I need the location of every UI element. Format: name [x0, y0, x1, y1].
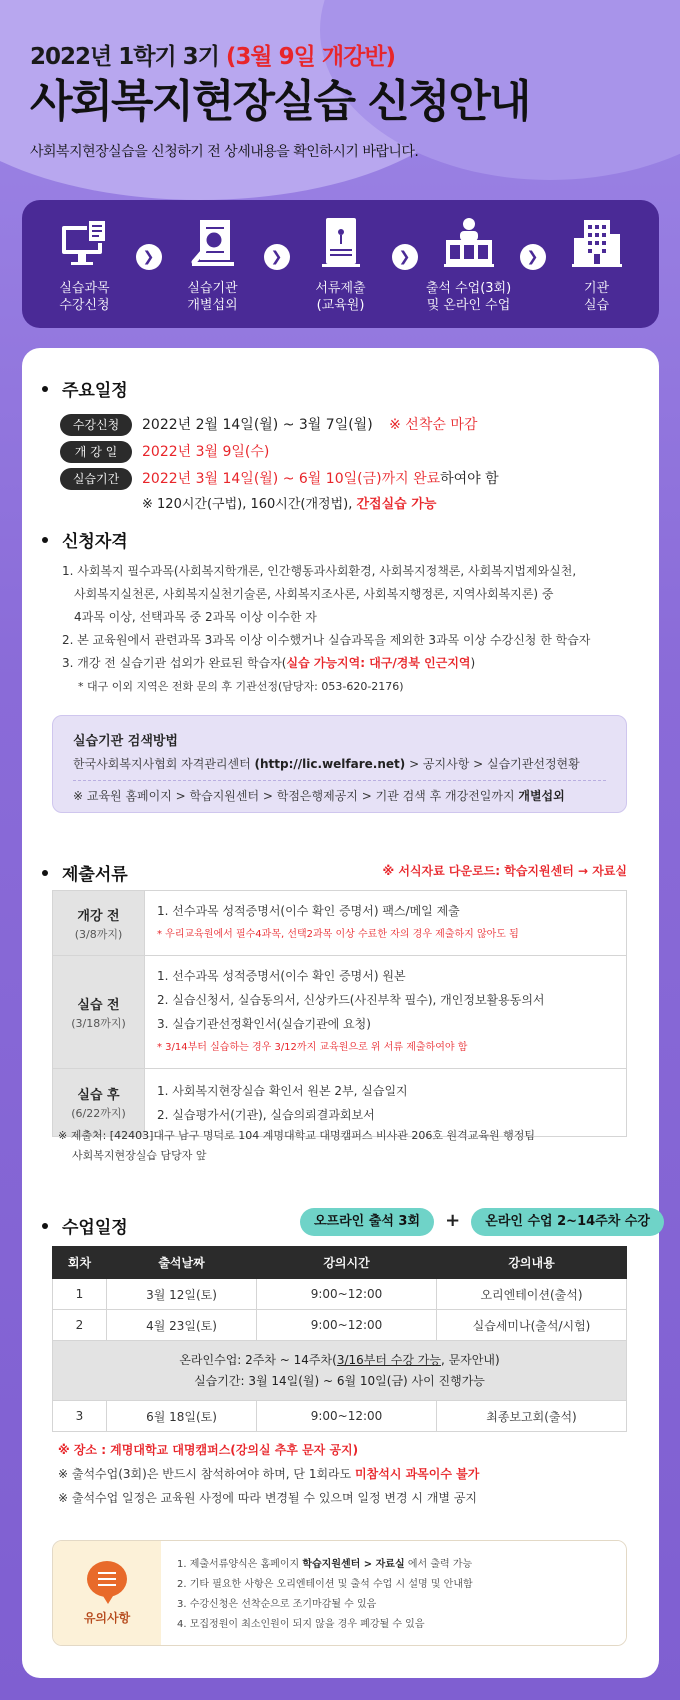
column-header: 강의내용 [437, 1247, 627, 1279]
schedule-pill: 수강신청 [60, 414, 132, 436]
process-steps [22, 200, 659, 328]
stage-cell: 개강 전 (3/8까지) [53, 891, 145, 956]
location-note: ※ 장소 : 계명대학교 대명캠퍼스(강의실 추후 문자 공지) [58, 1443, 359, 1457]
column-header: 출석날짜 [107, 1247, 257, 1279]
documents-table [52, 890, 627, 1137]
bullet-icon [42, 1223, 48, 1229]
online-tag: 온라인 수업 2~14주차 수강 [471, 1208, 664, 1236]
table-row: 2 4월 23일(토) 9:00~12:00 실습세미나(출석/시험) [53, 1310, 627, 1341]
schedule-row-start: 개 강 일 2022년 3월 9일(수) [60, 441, 269, 463]
list-item: 4. 모집정원이 최소인원이 되지 않을 경우 폐강될 수 있음 [177, 1619, 425, 1630]
docs-cell: 1. 선수과목 성적증명서(이수 확인 증명서) 원본 2. 실습신청서, 실습동의서, 신상카드(사진부착 필수), 개인정보활용동의서 3. 실습기관선정확인서(실습기관에 요청) * 3/14부터 실습하는 경우 3/12까지 교육원으로 위 서류 제출하여야 함 [145, 956, 627, 1069]
docs-cell: 1. 사회복지현장실습 확인서 원본 2부, 실습일지 2. 실습평가서(기관), 실습의뢰결과회보서 [145, 1069, 627, 1137]
magnifier-document-icon [184, 214, 242, 272]
list-item: 1. 사회복지 필수과목(사회복지학개론, 인간행동과사회환경, 사회복지정책론, 사회복지법제와실천, [62, 564, 577, 578]
list-item: 2. 기타 필요한 사항은 오리엔테이션 및 출석 수업 시 설명 및 안내함 [177, 1579, 473, 1590]
table-row: 3 6월 18일(토) 9:00~12:00 최종보고회(출석) [53, 1401, 627, 1432]
schedule-pill: 개 강 일 [60, 441, 132, 463]
column-header: 강의시간 [257, 1247, 437, 1279]
table-row [53, 956, 627, 1069]
step-contact [167, 214, 259, 314]
table-row [53, 891, 627, 956]
submission-address: ※ 제출처: [42403]대구 남구 명덕로 104 계명대학교 대명캠퍼스 비사관 206호 원격교육원 행정팀 사회복지현장실습 담당자 앞 [58, 1129, 535, 1162]
chevron-right-icon: ❯ [136, 244, 162, 270]
caution-box [52, 1540, 627, 1646]
step-enroll [39, 214, 131, 314]
lecturer-icon [440, 214, 498, 272]
welfare-link[interactable]: (http://lic.welfare.net) [254, 757, 406, 771]
docs-cell: 1. 선수과목 성적증명서(이수 확인 증명서) 팩스/메일 제출 * 우리교육원에서 필수4과목, 선택2과목 이상 수료한 자의 경우 제출하지 않아도 됨 [145, 891, 627, 956]
class-schedule-table [52, 1246, 627, 1432]
table-row-online: 온라인수업: 2주차 ~ 14주차(3/16부터 수강 가능, 문자안내) 실습기간: 3월 14일(월) ~ 6월 10일(금) 사이 진행가능 [53, 1341, 627, 1401]
step-attend [423, 214, 515, 314]
class-notes [58, 1438, 479, 1510]
step-practice [551, 214, 643, 314]
step-label: 기관 실습 [583, 281, 610, 313]
speech-bubble-icon [87, 1561, 127, 1597]
page-title: 사회복지현장실습 신청안내 [30, 76, 530, 127]
search-method-line: 한국사회복지사협회 자격관리센터 (http://lic.welfare.net) > 공지사항 > 실습기관선정현황 [73, 757, 580, 771]
classes-section-title: 수업일정 [42, 1213, 128, 1238]
computer-icon [56, 214, 114, 272]
stage-cell: 실습 전 (3/18까지) [53, 956, 145, 1069]
page-description: 사회복지현장실습을 신청하기 전 상세내용을 확인하시기 바랍니다. [30, 144, 419, 160]
schedule-section-title: 주요일정 [42, 376, 128, 401]
bullet-icon [42, 537, 48, 543]
page-subtitle: 2022년 1학기 3기 (3월 9일 개강반) [30, 44, 396, 70]
list-item: 3. 수강신청은 선착순으로 조기마감될 수 있음 [177, 1599, 377, 1610]
step-submit [295, 214, 387, 314]
building-icon [568, 214, 626, 272]
list-item: * 대구 이외 지역은 전화 문의 후 기관선정(담당자: 053-620-2176) [78, 680, 404, 693]
envelope-document-icon [312, 214, 370, 272]
schedule-sub-note: ※ 120시간(구법), 160시간(개정법), 간접실습 가능 [142, 497, 437, 512]
list-item: 사회복지실천론, 사회복지실천기술론, 사회복지조사론, 사회복지행정론, 지역사회복지론) 중 [74, 587, 554, 601]
search-method-box [52, 715, 627, 813]
list-item: 4과목 이상, 선택과목 중 2과목 이상 이수한 자 [74, 610, 317, 624]
class-type-tags: 오프라인 출석 3회 + 온라인 수업 2~14주차 수강 [300, 1208, 627, 1236]
chevron-right-icon: ❯ [520, 244, 546, 270]
bullet-icon [42, 386, 48, 392]
column-header: 회차 [53, 1247, 107, 1279]
first-come-note: ※ 선착순 마감 [389, 417, 478, 433]
attendance-note: ※ 출석수업(3회)은 반드시 참석하여야 하며, 단 1회라도 미참석시 과목이수 불가 [58, 1467, 480, 1481]
qualification-list [62, 560, 642, 698]
caution-label: 유의사항 [83, 1610, 131, 1625]
offline-tag: 오프라인 출석 3회 [300, 1208, 434, 1236]
search-method-title: 실습기관 검색방법 [73, 734, 178, 749]
schedule-row-practice: 실습기간 2022년 3월 14일(월) ~ 6월 10일(금)까지 완료하여야 함 [60, 468, 499, 490]
table-header-row [53, 1247, 627, 1279]
step-label: 서류제출 (교육원) [315, 281, 366, 313]
schedule-pill: 실습기간 [60, 468, 132, 490]
bullet-icon [42, 870, 48, 876]
change-note: ※ 출석수업 일정은 교육원 사정에 따라 변경될 수 있으며 일정 변경 시 개별 공지 [58, 1491, 477, 1505]
qualification-section-title: 신청자격 [42, 527, 128, 552]
documents-section-title: 제출서류 [42, 860, 128, 885]
chevron-right-icon: ❯ [264, 244, 290, 270]
table-row: 1 3월 12일(토) 9:00~12:00 오리엔테이션(출석) [53, 1279, 627, 1310]
page-header [30, 38, 650, 161]
list-item: 1. 제출서류양식은 홈페이지 학습지원센터 > 자료실 에서 출력 가능 [177, 1559, 473, 1570]
caution-list [161, 1541, 626, 1645]
step-label: 실습기관 개별섭외 [187, 281, 238, 313]
divider [73, 780, 606, 781]
step-label: 실습과목 수강신청 [59, 281, 110, 313]
schedule-row-enroll: 수강신청 2022년 2월 14일(월) ~ 3월 7일(월) ※ 선착순 마감 [60, 414, 477, 436]
search-method-line: ※ 교육원 홈페이지 > 학습지원센터 > 학점은행제공지 > 기관 검색 후 개강전일까지 개별섭외 [73, 789, 565, 803]
chevron-right-icon: ❯ [392, 244, 418, 270]
stage-cell: 실습 후 (6/22까지) [53, 1069, 145, 1137]
caution-label-area [53, 1541, 161, 1645]
list-item: 2. 본 교육원에서 관련과목 3과목 이상 이수했거나 실습과목을 제외한 3과목 이상 수강신청 한 학습자 [62, 633, 591, 647]
step-label: 출석 수업(3회) 및 온라인 수업 [425, 281, 512, 313]
list-item: 3. 개강 전 실습기관 섭외가 완료된 학습자(실습 가능지역: 대구/경북 인근지역) [62, 656, 476, 670]
download-note[interactable]: ※ 서식자료 다운로드: 학습지원센터 → 자료실 [382, 864, 627, 878]
